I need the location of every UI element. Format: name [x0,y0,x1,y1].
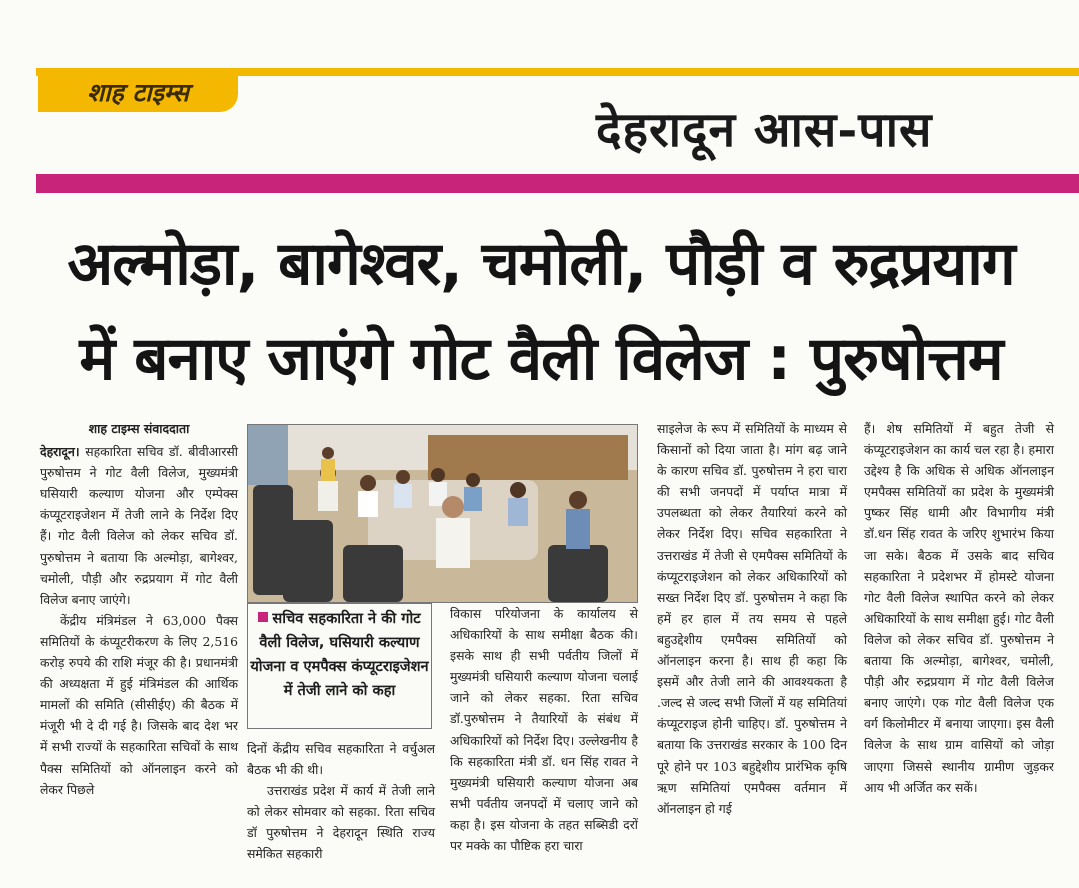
brand-tag: शाह टाइम्स [38,74,238,112]
article-column-2b [450,603,638,856]
dateline: देहरादून। [40,444,80,460]
headline-line-2: में बनाए जाएंगे गोट वैली विलेज : पुरुषोत्तम [79,324,1003,394]
photo-caption-text: सचिव सहकारिता ने की गोट वैली विलेज, घसियारी कल्याण योजना व एमपैक्स कंप्यूटराइजेशन में तेजी लाने को कहा [250,610,429,699]
article-column-1 [40,418,238,800]
article-paragraph: हैं। शेष समितियों में बहुत तेजी से कंप्यूटराइजेशन का कार्य चल रहा है। हमारा उद्देश्य है कि अधिक से अधिक ऑनलाइन एमपैक्स समितियों का प्रदेश के मुख्यमंत्री पुष्कर सिंह धामी और विभागीय मंत्री डॉ.धन सिंह रावत के जरिए शुभारंभ किया जा सके। बैठक में उसके बाद सचिव सहकारिता ने प्रदेशभर में होमस्टे योजना गोट वैली विलेज स्थापित करने को लेकर अधिकारियों के साथ समीक्षा हुई। गोट वैली विलेज को लेकर सचिव डॉ. पुरुषोत्तम ने बताया कि अल्मोड़ा, बागेश्वर, चमोली, पौड़ी और रुद्रप्रयाग में गोट वैली विलेज बनाए जाएंगे। एक गोट वैली विलेज एक वर्ग किलोमीटर में बनाया जाएगा। इस वैली विलेज के साथ ग्राम वासियों को जोड़ा जाएगा जिससे स्थानीय ग्रामीण जुड़कर आय भी अर्जित कर सकें। [864,421,1054,795]
article-column-2-bottom [247,738,435,865]
next-headline-cutoff [60,868,1060,888]
adjacent-article-edge [1062,380,1079,840]
photo-caption [247,603,432,729]
article-paragraph: उत्तराखंड प्रदेश में कार्य में तेजी लाने को लेकर सोमवार को सहका. रिता सचिव डॉ पुरुषोत्तम ने देहरादून स्थिति राज्य समेकित सहकारी [247,783,435,862]
article-paragraph [40,441,238,610]
section-divider-bar [36,174,1079,193]
article-text: सहकारिता सचिव डॉ. बीवीआरसी पुरुषोत्तम ने गोट वैली विलेज, मुख्यमंत्री घसियारी कल्याण योजना और एम्पेक्स कंप्यूटराइजेशन में तेजी लाने के निर्देश दिए हैं। गोट वैली विलेज को लेकर सचिव डॉ. पुरुषोत्तम ने बताया कि अल्मोड़ा, बागेश्वर, चमोली, पौड़ी और रुद्रप्रयाग में गोट वैली विलेज बनाए जाएंगे। [40,444,238,607]
article-paragraph: विकास परियोजना के कार्यालय से अधिकारियों के साथ समीक्षा बैठक की। इसके साथ ही सभी पर्वतीय जिलों में मुख्यमंत्री घसियारी कल्याण योजना चलाई जाने को लेकर सहका. रिता सचिव डॉ.पुरुषोत्तम ने तैयारियों के संबंध में अधिकारियों को निर्देश दिए। उल्लेखनीय है कि सहकारिता मंत्री डॉ. धन सिंह रावत ने मुख्यमंत्री घसियारी कल्याण योजना अब सभी पर्वतीय जनपदों में चलाए जाने को कहा है। इस योजना के तहत सब्सिडी दरों पर मक्के का पौष्टिक हरा चारा [450,606,638,854]
article-paragraph: दिनों केंद्रीय सचिव सहकारिता ने वर्चुअल बैठक भी की थी। [247,741,435,778]
section-title: देहरादून आस-पास [596,102,933,158]
bullet-square-icon [258,612,268,622]
meeting-photo [247,424,638,603]
headline-line-1: अल्मोड़ा, बागेश्वर, चमोली, पौड़ी व रुद्रप्रयाग [67,229,1015,299]
article-column-3 [657,418,847,819]
byline: शाह टाइम्स संवाददाता [88,421,190,436]
meeting-photo-illustration [248,425,637,602]
article-column-4 [864,418,1054,798]
article-paragraph: साइलेज के रूप में समितियों के माध्यम से किसानों को दिया जाता है। मांग बढ़ जाने के कारण सचिव डॉ. पुरुषोत्तम ने हरा चारा की सभी जनपदों में पर्याप्त मात्रा में उपलब्धता को लेकर तैयारियां करने को लेकर निर्देश दिए। सचिव सहकारिता ने उत्तराखंड में तेजी से एमपैक्स समितियों के कंप्यूटराइजेशन को लेकर अधिकारियों को सख्त निर्देश दिए डॉ. पुरुषोत्तम ने कहा कि हमें हर हाल में तय समय से पहले बहुउद्देशीय एमपैक्स समितियों को ऑनलाइन करना है। साथ ही कहा कि इसमें और तेजी लाने की आवश्यकता है .जल्द से जल्द सभी जिलों में यह समितियां कंप्यूटराइज होनी चाहिए। डॉ. पुरुषोत्तम ने बताया कि उत्तराखंड सरकार के 100 दिन पूरे होने पर 103 बहुद्देशीय प्रारंभिक कृषि ऋण समितियां एमपैक्स वर्तमान में ऑनलाइन हो गई [657,421,847,816]
article-paragraph: केंद्रीय मंत्रिमंडल ने 63,000 पैक्स समितियों के कंप्यूटरीकरण के लिए 2,516 करोड़ रुपये की राशि मंजूर की है। प्रधानमंत्री की अध्यक्षता में हुई मंत्रिमंडल की आर्थिक मामलों की समिति (सीसीईए) की बैठक में मंजूरी भी दे दी गई है। जिसके बाद देश भर में सभी राज्यों के सहकारिता सचिवों के साथ पैक्स समितियों को ऑनलाइन करने को लेकर पिछले [40,612,238,797]
